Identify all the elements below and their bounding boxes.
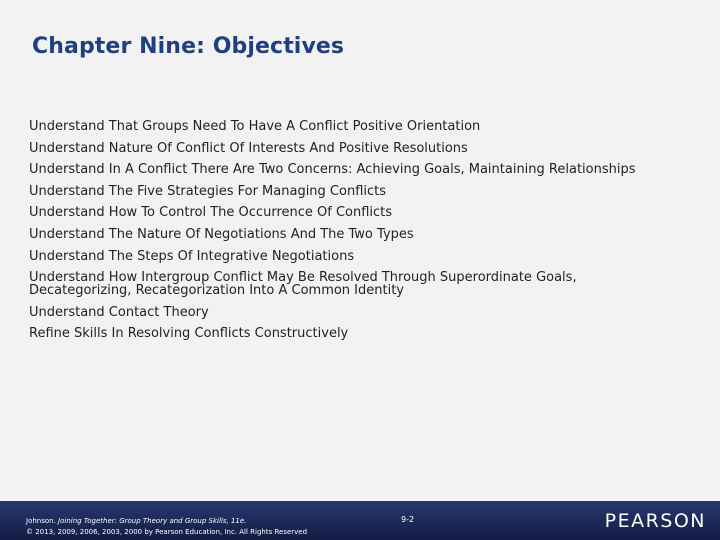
citation-title: Joining Together: Group Theory and Group Skills, 11e. — [58, 517, 247, 525]
pearson-logo: PEARSON — [604, 510, 706, 532]
objective-item: Understand The Five Strategies For Managing Conflicts — [29, 183, 387, 199]
objective-item: Understand Nature Of Conflict Of Interests And Positive Resolutions — [29, 140, 468, 156]
objective-item: Understand That Groups Need To Have A Conflict Positive Orientation — [29, 119, 481, 134]
page-title: Chapter Nine: Objectives — [32, 34, 345, 59]
objectives-list — [29, 120, 679, 349]
objective-item: Understand How Intergroup Conflict May Be Resolved Through Superordinate Goals, Decategorizing, Recategorization Into A Common Identity — [29, 270, 577, 299]
footer-bar — [0, 501, 720, 540]
citation-author: Johnson. — [26, 517, 59, 525]
citation — [26, 516, 307, 538]
objective-item: Refine Skills In Resolving Conflicts Constructively — [29, 326, 349, 342]
objective-item: Understand The Steps Of Integrative Negotiations — [29, 248, 355, 264]
copyright-notice: © 2013, 2009, 2006, 2003, 2000 by Pearson Education, Inc. All Rights Reserved — [26, 528, 308, 536]
page-number: 9-2 — [401, 515, 415, 524]
objective-item: Understand Contact Theory — [29, 304, 209, 320]
objective-item: Understand The Nature Of Negotiations And The Two Types — [29, 226, 414, 242]
objective-item: Understand How To Control The Occurrence Of Conflicts — [29, 205, 393, 221]
objective-item: Understand In A Conflict There Are Two Concerns: Achieving Goals, Maintaining Relationships — [29, 162, 636, 178]
